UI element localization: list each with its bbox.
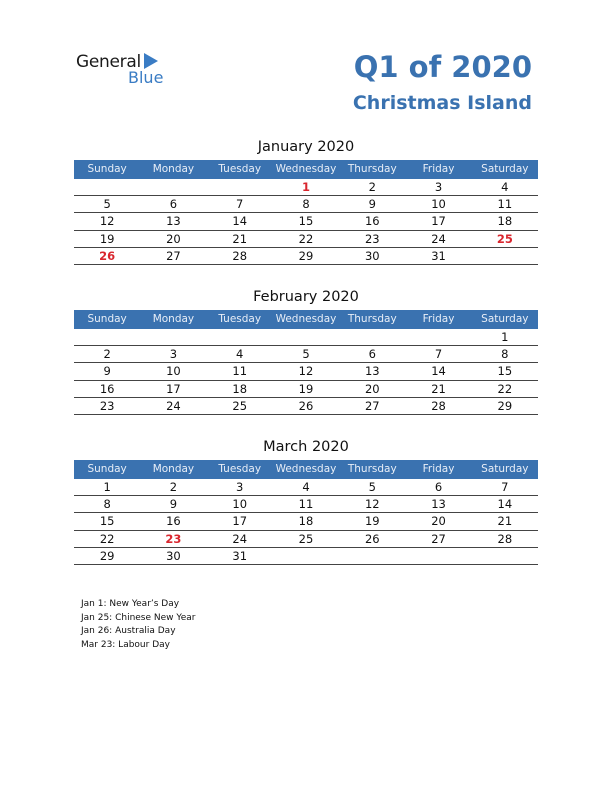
week-row xyxy=(74,179,538,196)
day-cell: 27 xyxy=(364,398,380,413)
week-row xyxy=(74,531,538,548)
weekday-label: Tuesday xyxy=(218,163,262,175)
weekday-header xyxy=(74,310,538,329)
weekday-label: Thursday xyxy=(347,463,397,475)
day-cell: 4 xyxy=(302,480,310,494)
day-cell: 31 xyxy=(431,248,446,263)
weekday-label: Friday xyxy=(422,463,455,475)
day-cell: 21 xyxy=(232,231,248,246)
day-cell: 20 xyxy=(364,381,380,396)
weekday-label: Thursday xyxy=(347,313,397,325)
day-cell xyxy=(405,329,471,345)
day-cell: 5 xyxy=(368,480,376,494)
weekday-label: Tuesday xyxy=(218,313,262,325)
day-cell xyxy=(472,248,538,264)
page-title: Q1 of 2020 xyxy=(353,50,532,84)
holiday-notes xyxy=(81,598,195,653)
day-cell: 29 xyxy=(298,248,314,263)
day-cell: 20 xyxy=(431,514,446,529)
day-cell: 2 xyxy=(103,347,111,362)
weekday-label: Sunday xyxy=(87,163,127,175)
week-row xyxy=(74,363,538,380)
weekday-header xyxy=(74,160,538,179)
logo-triangle-icon xyxy=(144,53,158,69)
weekday-label: Sunday xyxy=(87,313,127,325)
day-cell: 22 xyxy=(298,231,314,246)
day-cell: 24 xyxy=(232,531,248,546)
day-cell: 18 xyxy=(497,214,513,229)
day-cell: 9 xyxy=(103,364,111,379)
day-cell: 28 xyxy=(431,398,446,413)
logo-blue-text: Blue xyxy=(128,68,164,87)
day-cell: 19 xyxy=(99,231,115,246)
day-cell: 14 xyxy=(431,364,446,379)
holiday-note: Jan 1: New Year’s Day xyxy=(81,599,180,609)
week-row xyxy=(74,248,538,265)
day-cell xyxy=(405,548,471,564)
day-cell: 3 xyxy=(434,180,443,194)
day-cell: 16 xyxy=(166,514,181,529)
day-cell: 8 xyxy=(103,497,111,512)
weekday-label: Saturday xyxy=(481,463,529,475)
day-cell: 26 xyxy=(364,531,380,546)
day-cell xyxy=(207,329,273,345)
day-cell: 28 xyxy=(232,248,248,263)
day-cell xyxy=(74,179,140,195)
day-cell: 17 xyxy=(166,381,181,396)
day-cell: 22 xyxy=(497,381,513,396)
day-cell: 25 xyxy=(298,531,314,546)
week-row xyxy=(74,479,538,496)
day-cell: 10 xyxy=(166,364,181,379)
day-cell: 29 xyxy=(99,548,115,563)
day-cell xyxy=(74,329,140,345)
day-cell: 12 xyxy=(298,364,314,379)
weekday-label: Saturday xyxy=(481,163,529,175)
day-cell: 6 xyxy=(368,347,376,362)
weekday-label: Tuesday xyxy=(218,463,262,475)
week-row xyxy=(74,231,538,248)
month-title: January 2020 xyxy=(257,139,355,155)
day-cell: 21 xyxy=(497,514,513,529)
day-cell: 7 xyxy=(501,480,509,494)
day-cell: 18 xyxy=(232,381,248,396)
day-cell: 5 xyxy=(302,347,310,362)
day-cell: 13 xyxy=(431,497,446,512)
week-row xyxy=(74,196,538,213)
day-cell: 15 xyxy=(99,514,115,529)
day-cell: 3 xyxy=(236,480,244,494)
holiday-note: Jan 26: Australia Day xyxy=(81,626,176,637)
day-cell: 2 xyxy=(169,480,178,494)
day-cell: 30 xyxy=(166,548,181,563)
day-cell: 27 xyxy=(166,248,181,263)
week-row xyxy=(74,329,538,346)
day-cell: 23 xyxy=(99,398,115,413)
day-cell: 27 xyxy=(431,531,446,546)
week-row xyxy=(74,496,538,513)
day-cell: 8 xyxy=(501,347,509,362)
day-cell xyxy=(140,179,206,195)
week-row xyxy=(74,513,538,530)
day-cell: 19 xyxy=(298,381,314,396)
day-cell: 9 xyxy=(368,197,376,212)
weekday-label: Sunday xyxy=(87,463,127,475)
weekday-label: Wednesday xyxy=(275,463,337,475)
day-cell: 19 xyxy=(364,514,380,529)
day-cell: 12 xyxy=(364,497,380,512)
day-cell: 10 xyxy=(232,497,248,512)
weekday-label: Wednesday xyxy=(275,313,337,325)
day-cell: 15 xyxy=(497,364,513,379)
day-cell: 1 xyxy=(103,480,111,494)
week-row xyxy=(74,398,538,415)
day-cell: 7 xyxy=(434,347,443,362)
day-cell: 28 xyxy=(497,531,513,546)
day-cell: 24 xyxy=(166,398,181,413)
day-cell: 17 xyxy=(232,514,248,529)
week-row xyxy=(74,346,538,363)
day-cell: 5 xyxy=(103,197,111,212)
day-cell xyxy=(140,329,206,345)
day-cell: 22 xyxy=(99,531,115,546)
day-cell: 3 xyxy=(169,347,178,362)
month-calendar xyxy=(74,138,538,265)
day-cell: 10 xyxy=(431,197,446,212)
day-cell: 16 xyxy=(364,214,380,229)
weekday-label: Monday xyxy=(152,163,195,175)
day-cell: 25 xyxy=(232,398,248,413)
generalblue-logo xyxy=(76,52,176,92)
day-cell: 11 xyxy=(232,364,248,379)
day-cell: 13 xyxy=(166,214,181,229)
holiday-note: Jan 25: Chinese New Year xyxy=(81,612,196,623)
day-cell: 4 xyxy=(236,347,244,362)
day-cell: 6 xyxy=(434,480,443,494)
weekday-label: Thursday xyxy=(347,163,397,175)
weekday-label: Monday xyxy=(152,463,195,475)
page-subtitle: Christmas Island xyxy=(352,92,532,114)
day-cell: 17 xyxy=(431,214,446,229)
day-cell: 29 xyxy=(497,398,513,413)
day-cell: 9 xyxy=(169,497,178,512)
day-cell: 14 xyxy=(232,214,248,229)
day-cell: 18 xyxy=(298,514,314,529)
month-title: March 2020 xyxy=(263,439,349,455)
day-cell: 20 xyxy=(166,231,181,246)
day-cell: 7 xyxy=(236,197,244,212)
weekday-label: Friday xyxy=(422,163,455,175)
day-cell: 8 xyxy=(302,197,310,212)
day-cell: 2 xyxy=(368,180,376,194)
day-cell: 11 xyxy=(497,197,513,212)
day-cell: 11 xyxy=(298,497,314,512)
day-cell: 21 xyxy=(431,381,446,396)
holiday-day-cell: 26 xyxy=(99,248,116,263)
day-cell: 16 xyxy=(99,381,115,396)
day-cell: 4 xyxy=(501,180,509,194)
holiday-day-cell: 1 xyxy=(301,180,310,194)
day-cell: 24 xyxy=(431,231,446,246)
weekday-label: Friday xyxy=(422,313,455,325)
holiday-note: Mar 23: Labour Day xyxy=(81,640,170,651)
month-title: February 2020 xyxy=(253,289,359,305)
weekday-label: Wednesday xyxy=(275,163,337,175)
month-calendar xyxy=(74,438,538,565)
day-cell xyxy=(207,179,273,195)
day-cell: 14 xyxy=(497,497,513,512)
day-cell: 13 xyxy=(364,364,380,379)
weekday-label: Monday xyxy=(152,313,195,325)
day-cell: 31 xyxy=(232,548,248,563)
month-calendar xyxy=(74,288,538,415)
day-cell: 23 xyxy=(364,231,380,246)
day-cell: 1 xyxy=(501,330,509,344)
day-cell xyxy=(273,548,339,564)
day-cell: 12 xyxy=(99,214,115,229)
day-cell: 26 xyxy=(298,398,314,413)
week-row xyxy=(74,213,538,230)
day-cell: 15 xyxy=(298,214,314,229)
day-cell: 30 xyxy=(364,248,380,263)
week-row xyxy=(74,548,538,565)
day-cell xyxy=(472,548,538,564)
weekday-label: Saturday xyxy=(481,313,529,325)
day-cell: 6 xyxy=(169,197,178,212)
weekday-header xyxy=(74,460,538,479)
logo-general-text: General xyxy=(76,52,141,72)
holiday-day-cell: 23 xyxy=(165,531,182,546)
day-cell xyxy=(339,548,405,564)
day-cell xyxy=(339,329,405,345)
day-cell xyxy=(273,329,339,345)
holiday-day-cell: 25 xyxy=(496,231,513,246)
week-row xyxy=(74,381,538,398)
